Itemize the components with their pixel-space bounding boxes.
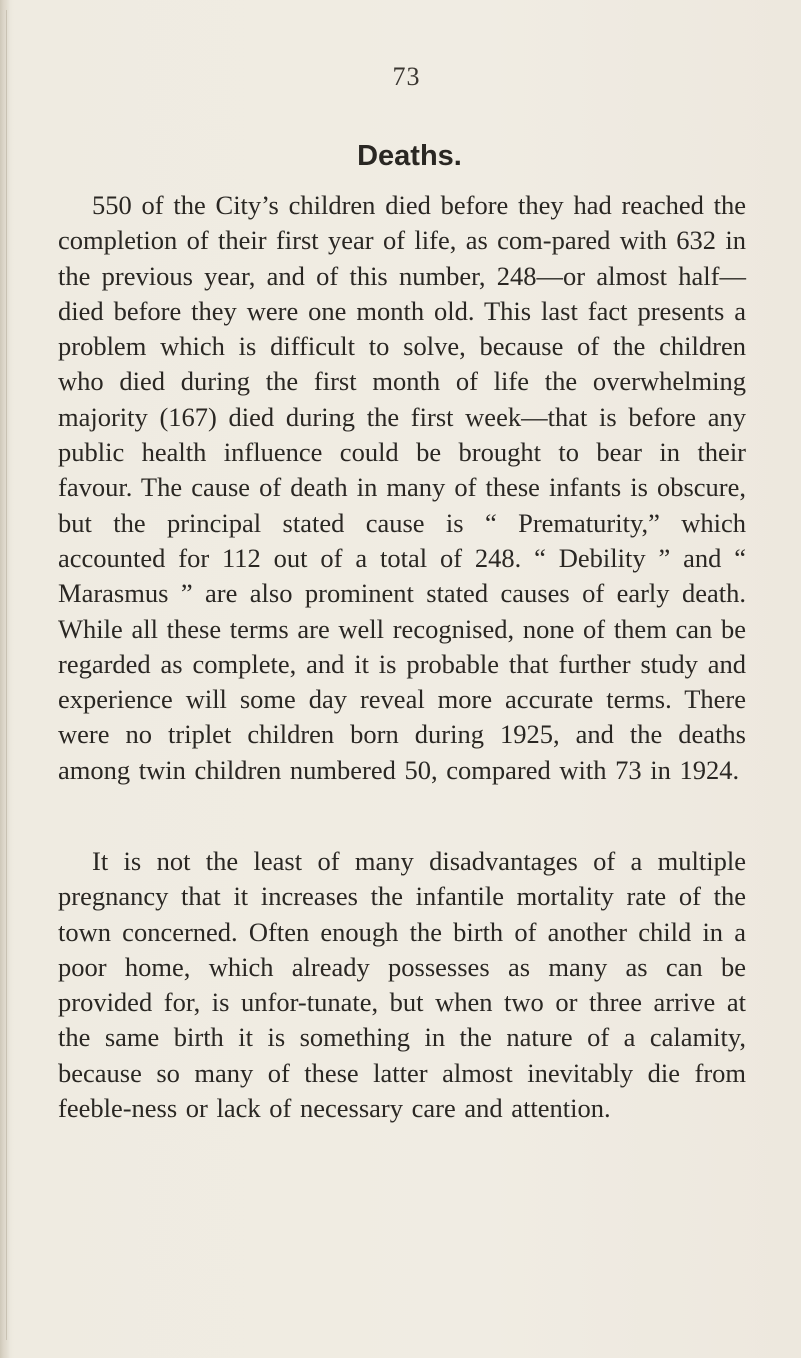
paragraph-2: It is not the least of many disadvantages of a multiple pregnancy that it increases the infantile mortality rate of the town concerned. Often enough the birth of another child in a poor home, which already possesses as many as can be provided for, is unfor-tunate, but when two or three arrive at the same birth it is something in the nature of a calamity, because so many of these latter almost inevitably die from feeble-ness or lack of necessary care and attention. — [58, 846, 746, 1124]
paragraph-1: 550 of the City’s children died before they had reached the completion of their first year of life, as com-pared with 632 in the previous year, and of this number, 248—or almost half—died before they were one month old. This last fact presents a problem which is difficult to solve, because of the children who died during the first month of life the overwhelming majority (167) died during the first week—that is before any public health influence could be brought to bear in their favour. The cause of death in many of these infants is obscure, but the principal stated cause is “ Prematurity,” which accounted for 112 out of a total of 248. “ Debility ” and “ Marasmus ” are also prominent stated causes of early death. While all these terms are well recognised, none of them can be regarded as complete, and it is probable that further study and experience will some day reveal more accurate terms. There were no triplet children born during 1925, and the deaths among twin children numbered 50, compared with 73 in 1924. — [58, 190, 746, 785]
binding-line — [6, 10, 7, 1340]
page-number: 73 — [392, 62, 421, 91]
binding-edge — [0, 0, 10, 1358]
section-heading: Deaths. — [357, 140, 462, 172]
